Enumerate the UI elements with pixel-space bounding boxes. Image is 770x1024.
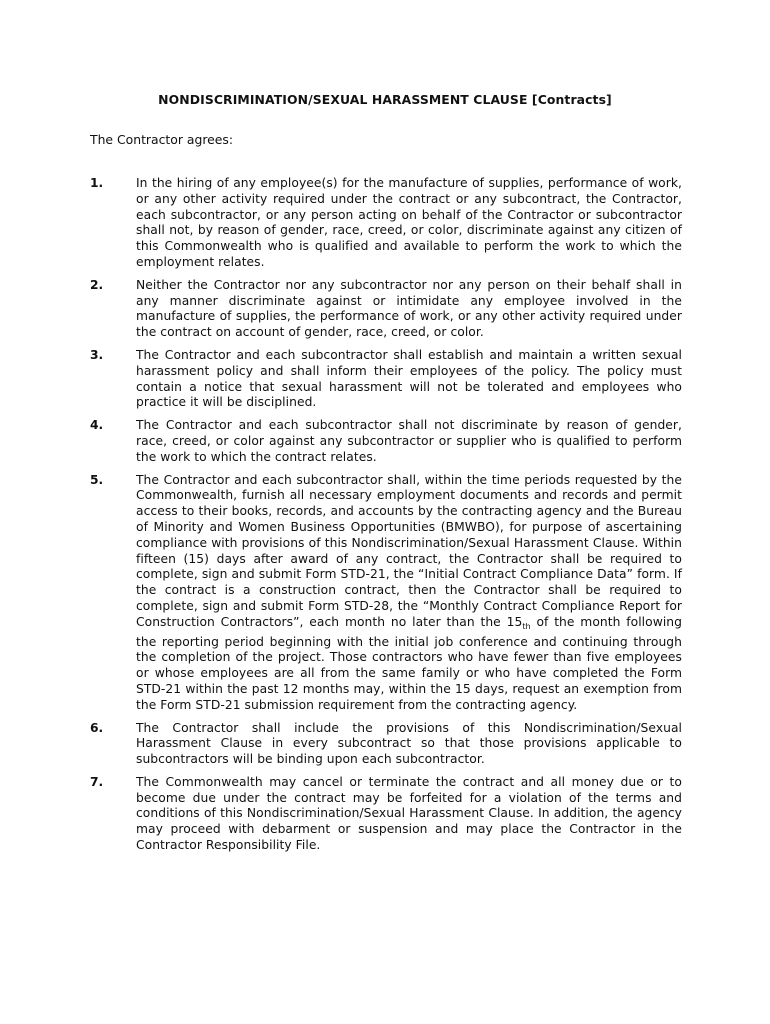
clause-number: 1. — [90, 176, 104, 190]
intro-text: The Contractor agrees: — [90, 132, 234, 147]
ordinal-superscript: th — [522, 621, 531, 631]
document-title: NONDISCRIMINATION/SEXUAL HARASSMENT CLAUSE [Contracts] — [158, 92, 612, 107]
clause-2 — [90, 278, 682, 341]
clause-3 — [90, 348, 682, 411]
clause-number: 5. — [90, 472, 104, 487]
clause-number: 4. — [90, 418, 104, 433]
clause-text: The Contractor and each subcontractor shall establish and maintain a written sexual harassment policy and shall inform their employees of the policy. The policy must contain a notice that sexual harassment will not be tolerated and employees who practice it will be disciplined. — [136, 347, 682, 410]
clause-text: The Contractor shall include the provisions of this Nondiscrimination/Sexual Harassment Clause in every subcontract so that those provisions applicable to subcontractors will be binding upon each subcontractor. — [136, 720, 682, 767]
clause-text: The Commonwealth may cancel or terminate the contract and all money due or to become due under the contract may be forfeited for a violation of the terms and conditions of this Nondiscrimination/Sexual Harassment Clause. In addition, the agency may proceed with debarment or suspension and may place the Contractor in the Contractor Responsibility File. — [136, 774, 682, 853]
clause-text — [136, 473, 682, 714]
clause-6 — [90, 721, 682, 768]
clause-number: 7. — [90, 774, 104, 789]
clause-text: The Contractor and each subcontractor shall not discriminate by reason of gender, race, creed, or color against any subcontractor or supplier who is qualified to perform the work to which the contract relates. — [136, 418, 682, 464]
clause-5 — [90, 473, 682, 714]
clause-number: 6. — [90, 720, 104, 735]
clause-4 — [90, 418, 682, 465]
clause-text-part-2: of the month following the reporting period beginning with the initial job conference and continuing through the completion of the project. Those contractors who have fewer than five employees or whose employees are all from the same family or who have completed the Form STD-21 within the past 12 months may, within the 15 days, request an exemption from the Form STD-21 submission requirement from the contracting agency. — [136, 614, 682, 712]
clause-7 — [90, 775, 682, 854]
clause-text: In the hiring of any employee(s) for the manufacture of supplies, performance of work, or any other activity required under the contract or any subcontract, the Contractor, each subcontractor, or any person acting on behalf of the Contractor or subcontractor shall not, by reason of gender, race, creed, or color, discriminate against any citizen of this Commonwealth who is qualified and available to perform the work to which the employment relates. — [136, 176, 682, 269]
clause-number: 2. — [90, 277, 104, 292]
clause-list — [90, 176, 682, 861]
clause-text: Neither the Contractor nor any subcontractor nor any person on their behalf shall in any manner discriminate against or intimidate any employee involved in the manufacture of supplies, the performance of work, or any other activity required under the contract on account of gender, race, creed, or color. — [136, 277, 682, 340]
clause-text-part-1: The Contractor and each subcontractor shall, within the time periods requested by the Commonwealth, furnish all necessary employment documents and records and permit access to their books, records, and accounts by the contracting agency and the Bureau of Minority and Women Business Opportunities (BMWBO), for purpose of ascertaining compliance with provisions of this Nondiscrimination/Sexual Harassment Clause. Within fifteen (15) days after award of any contract, the Contractor shall be required to complete, sign and submit Form STD-21, the “Initial Contract Compliance Data” form. If the contract is a construction contract, then the Contractor shall be required to complete, sign and submit Form STD-28, the “Monthly Contract Compliance Report for Construction Contractors”, each month no later than the 15 — [136, 472, 682, 629]
clause-1 — [90, 176, 682, 271]
clause-number: 3. — [90, 347, 104, 362]
